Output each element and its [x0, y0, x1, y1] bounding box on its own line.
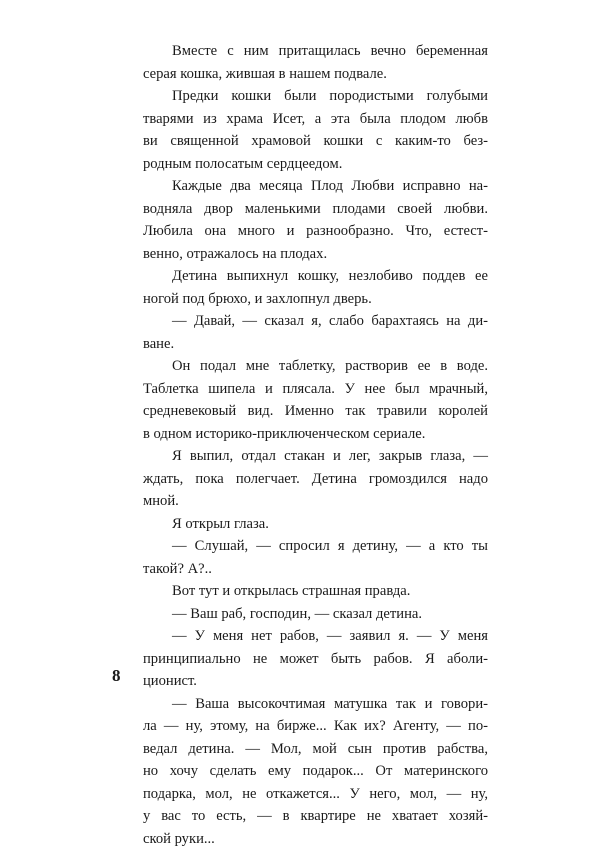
text-line: водняла двор маленькими плодами своей любви.	[143, 198, 488, 221]
text-line: ведал детина. — Мол, мой сын против рабства,	[143, 738, 488, 761]
text-line: Таблетка шипела и плясала. У нее был мрачный,	[143, 378, 488, 401]
text-line: в одном историко-приключенческом сериале.	[143, 423, 488, 446]
text-line: — Слушай, — спросил я детину, — а кто ты	[143, 535, 488, 558]
text-line: Он подал мне таблетку, растворив ее в воде.	[143, 355, 488, 378]
text-line: Вот тут и открылась страшная правда.	[143, 580, 488, 603]
text-line: ногой под брюхо, и захлопнул дверь.	[143, 288, 488, 311]
text-line: такой? А?..	[143, 558, 488, 581]
text-line: родным полосатым сердцеедом.	[143, 153, 488, 176]
text-line: Каждые два месяца Плод Любви исправно на-	[143, 175, 488, 198]
text-line: ждать, пока полегчает. Детина громоздился надо	[143, 468, 488, 491]
text-line: мной.	[143, 490, 488, 513]
text-line: ване.	[143, 333, 488, 356]
body-text	[143, 40, 488, 850]
text-line: венно, отражалось на плодах.	[143, 243, 488, 266]
text-line: — У меня нет рабов, — заявил я. — У меня	[143, 625, 488, 648]
text-line: ви священной храмовой кошки с каким-то без-	[143, 130, 488, 153]
text-line: серая кошка, жившая в нашем подвале.	[143, 63, 488, 86]
text-line: ла — ну, этому, на бирже... Как их? Агенту, — по-	[143, 715, 488, 738]
text-line: тварями из храма Исет, а эта была плодом любв	[143, 108, 488, 131]
text-line: подарка, мол, не откажется... У него, мол, — ну,	[143, 783, 488, 806]
text-line: Любила она много и разнообразно. Что, естест-	[143, 220, 488, 243]
text-line: но хочу сделать ему подарок... От материнского	[143, 760, 488, 783]
text-line: Детина выпихнул кошку, незлобиво поддев ее	[143, 265, 488, 288]
text-line: ционист.	[143, 670, 488, 693]
text-line: — Давай, — сказал я, слабо барахтаясь на ди-	[143, 310, 488, 333]
text-line: принципиально не может быть рабов. Я аболи-	[143, 648, 488, 671]
text-line: Я выпил, отдал стакан и лег, закрыв глаза, —	[143, 445, 488, 468]
text-line: Я открыл глаза.	[143, 513, 488, 536]
text-line: — Ваш раб, господин, — сказал детина.	[143, 603, 488, 626]
text-line: Предки кошки были породистыми голубыми	[143, 85, 488, 108]
text-line: средневековый вид. Именно так травили королей	[143, 400, 488, 423]
text-line: — Ваша высокочтимая матушка так и говори-	[143, 693, 488, 716]
text-line: у вас то есть, — в квартире не хватает хозяй-	[143, 805, 488, 828]
page-number: 8	[112, 666, 121, 686]
text-line: Вместе с ним притащилась вечно беременная	[143, 40, 488, 63]
text-line: ской руки...	[143, 828, 488, 850]
